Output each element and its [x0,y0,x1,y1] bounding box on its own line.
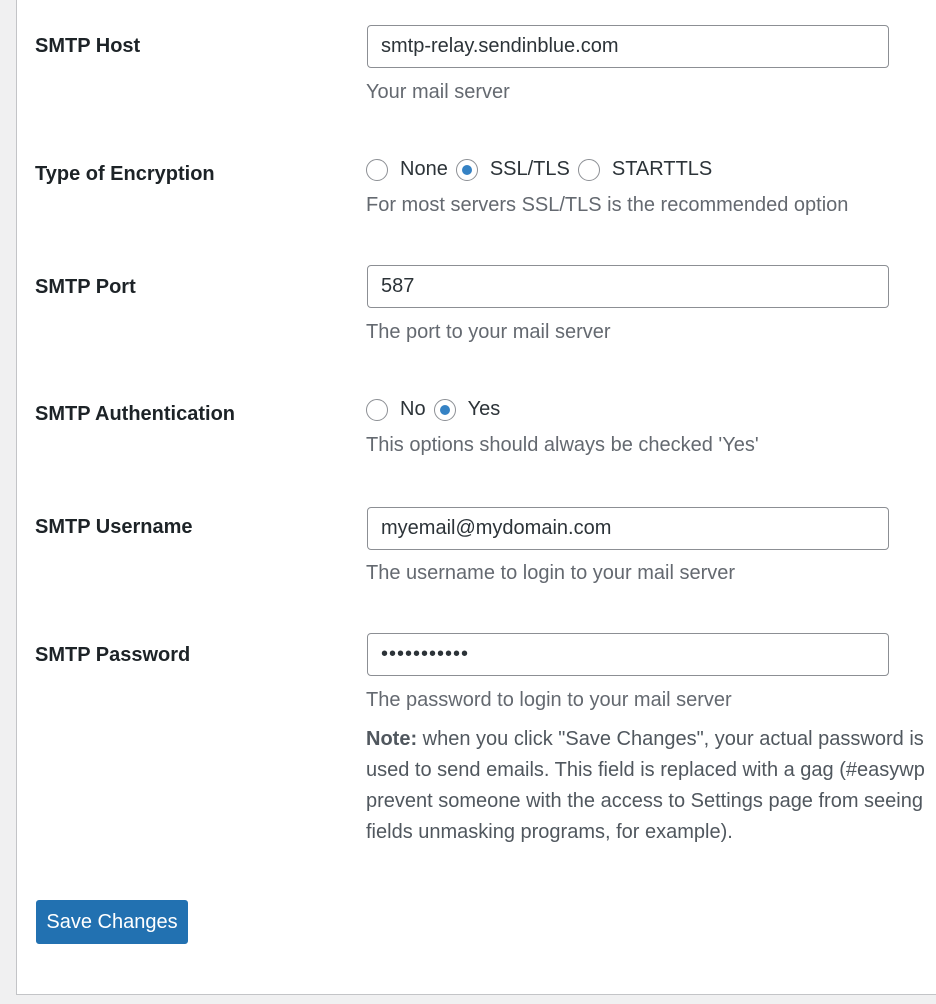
smtp-password-note [366,724,936,848]
note-line-4: fields unmasking programs, for example). [366,821,733,843]
settings-panel [16,0,936,995]
smtp-host-label: SMTP Host [35,35,141,57]
note-line-3: prevent someone with the access to Settings page from seeing [366,790,923,812]
encryption-label: Type of Encryption [35,163,215,185]
note-line-1 [366,724,936,755]
encryption-none-radio[interactable] [366,159,388,181]
smtp-host-description: Your mail server [366,81,510,103]
authentication-yes-radio[interactable] [434,399,456,421]
smtp-host-input[interactable] [367,25,889,68]
smtp-password-input[interactable] [367,633,889,676]
smtp-username-description: The username to login to your mail server [366,562,736,584]
encryption-description: For most servers SSL/TLS is the recommended option [366,194,849,216]
authentication-yes-label[interactable]: Yes [467,398,501,420]
smtp-username-label: SMTP Username [35,516,193,538]
smtp-port-label: SMTP Port [35,276,136,298]
authentication-radio-group [366,398,508,421]
note-line-2: used to send emails. This field is replaced with a gag (#easywp [366,759,925,781]
save-changes-button[interactable]: Save Changes [36,900,188,944]
smtp-username-input[interactable] [367,507,889,550]
note-prefix: Note: [366,728,418,750]
authentication-no-radio[interactable] [366,399,388,421]
encryption-ssl-label[interactable]: SSL/TLS [489,158,570,180]
authentication-description: This options should always be checked 'Yes' [366,434,759,456]
encryption-ssl-radio[interactable] [456,159,478,181]
smtp-port-description: The port to your mail server [366,321,611,343]
encryption-starttls-radio[interactable] [578,159,600,181]
note-line-1-text: when you click "Save Changes", your actual password is [417,728,924,750]
authentication-label: SMTP Authentication [35,403,235,425]
smtp-port-input[interactable] [367,265,889,308]
encryption-none-label[interactable]: None [400,158,448,180]
smtp-password-label: SMTP Password [35,644,191,666]
encryption-radio-group [366,158,720,181]
encryption-starttls-label[interactable]: STARTTLS [611,158,713,180]
authentication-no-label[interactable]: No [400,398,426,420]
smtp-password-description: The password to login to your mail server [366,689,732,711]
